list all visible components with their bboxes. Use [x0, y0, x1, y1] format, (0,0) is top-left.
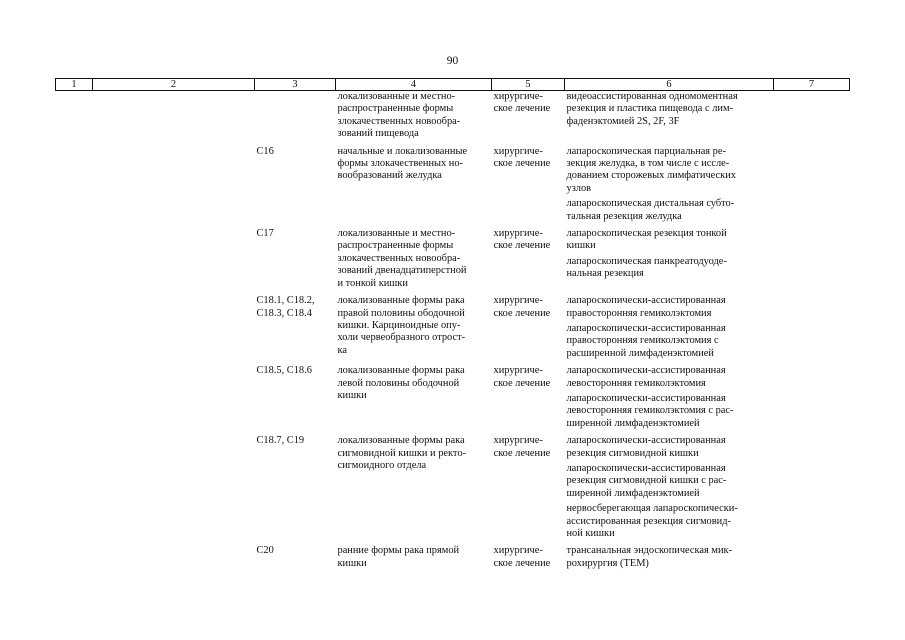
cell-model [336, 540, 492, 570]
method-line: нальная резекция [566, 268, 644, 280]
page-number: 90 [446, 55, 459, 67]
diagnosis-code: C17 [256, 228, 274, 240]
cell-code [255, 430, 336, 540]
model-line: кишки [337, 557, 367, 569]
cell-col7 [774, 360, 850, 430]
model-line: злокачественных новообра- [337, 115, 461, 127]
treatment-table [55, 78, 850, 570]
cell-col1 [56, 223, 93, 290]
cell-treatment [492, 141, 565, 223]
treatment-line: ское лечение [493, 240, 551, 252]
method-line: лапароскопически-ассистированная [566, 462, 726, 474]
model-line: злокачественных новообра- [337, 252, 461, 264]
cell-col2 [93, 540, 255, 570]
table-row [56, 223, 850, 290]
cell-col2 [93, 91, 255, 141]
cell-treatment [492, 540, 565, 570]
diagnosis-code: C18.1, C18.2, C18.3, C18.4 [256, 295, 315, 319]
cell-col2 [93, 290, 255, 360]
model-line: кишки [337, 389, 367, 401]
cell-method [565, 430, 774, 540]
model-line: кишки. Карциноидные опу- [337, 319, 461, 331]
model-line: начальные и локализованные [337, 145, 468, 157]
cell-col7 [774, 540, 850, 570]
cell-model [336, 360, 492, 430]
method-line: кишки [566, 240, 596, 252]
cell-code [255, 540, 336, 570]
model-line: локализованные формы рака [337, 365, 465, 377]
method-line: рохирургия (TEM) [566, 557, 649, 569]
cell-treatment [492, 360, 565, 430]
treatment-line: ское лечение [493, 447, 551, 459]
treatment-line: ское лечение [493, 307, 551, 319]
model-line: сигмовидной кишки и ректо- [337, 447, 466, 459]
cell-col2 [93, 360, 255, 430]
method-line: расширенной лимфаденэктомией [566, 347, 714, 359]
column-header: 7 [774, 79, 850, 91]
model-line: зований пищевода [337, 128, 419, 140]
diagnosis-code: C18.7, C19 [256, 435, 305, 447]
method-line: лапароскопически-ассистированная [566, 435, 726, 447]
model-line: сигмоидного отдела [337, 459, 427, 471]
diagnosis-code: C16 [256, 145, 274, 157]
treatment-line: ское лечение [493, 103, 551, 115]
cell-col2 [93, 141, 255, 223]
column-header: 5 [492, 79, 565, 91]
method-line: лапароскопически-ассистированная [566, 322, 726, 334]
method-line: левосторонняя гемиколэктомия [566, 377, 706, 389]
header-row [56, 79, 850, 91]
treatment-line: ское лечение [493, 158, 551, 170]
cell-code [255, 223, 336, 290]
method-line: дованием сторожевых лимфатических [566, 170, 736, 182]
cell-method [565, 360, 774, 430]
cell-treatment [492, 223, 565, 290]
model-line: правой половины ободочной [337, 307, 465, 319]
cell-method [565, 223, 774, 290]
model-line: зований двенадцатиперстной [337, 265, 467, 277]
table-row [56, 540, 850, 570]
method-line: ассистированная резекция сигмовид- [566, 515, 731, 527]
cell-method [565, 91, 774, 141]
model-line: холи червеобразного отрост- [337, 332, 466, 344]
cell-col7 [774, 91, 850, 141]
method-line: лапароскопическая резекция тонкой [566, 228, 727, 240]
column-header: 6 [565, 79, 774, 91]
treatment-line: ское лечение [493, 557, 551, 569]
cell-col1 [56, 430, 93, 540]
method-line: правосторонняя гемиколэктомия с [566, 335, 719, 347]
treatment-line: хирургиче- [493, 365, 543, 377]
cell-col1 [56, 540, 93, 570]
method-line: ширенной лимфаденэктомией [566, 417, 700, 429]
method-line: нервосберегающая лапароскопически- [566, 503, 738, 515]
cell-treatment [492, 290, 565, 360]
cell-model [336, 141, 492, 223]
model-line: формы злокачественных но- [337, 158, 464, 170]
diagnosis-code: C18.5, C18.6 [256, 365, 312, 377]
cell-method [565, 141, 774, 223]
treatment-line: ское лечение [493, 377, 551, 389]
table-row [56, 430, 850, 540]
method-line: лапароскопически-ассистированная [566, 365, 726, 377]
cell-treatment [492, 91, 565, 141]
cell-model [336, 223, 492, 290]
method-line: резекция и пластика пищевода с лим- [566, 103, 733, 115]
method-line: резекция сигмовидной кишки с рас- [566, 475, 727, 487]
cell-col7 [774, 290, 850, 360]
method-line: тальная резекция желудка [566, 210, 682, 222]
cell-model [336, 91, 492, 141]
table-row [56, 91, 850, 141]
treatment-line: хирургиче- [493, 228, 543, 240]
method-line: лапароскопически-ассистированная [566, 392, 726, 404]
diagnosis-code: C20 [256, 545, 274, 557]
method-line: видеоассистированная одномоментная [566, 91, 738, 102]
cell-col7 [774, 223, 850, 290]
column-header: 1 [56, 79, 93, 91]
method-line: резекция сигмовидной кишки [566, 447, 699, 459]
method-line: ной кишки [566, 528, 615, 539]
method-line: лапароскопическая дистальная субто- [566, 198, 735, 210]
cell-col1 [56, 290, 93, 360]
column-header: 2 [93, 79, 255, 91]
model-line: локализованные формы рака [337, 435, 465, 447]
method-line: правосторонняя гемиколэктомия [566, 307, 712, 319]
cell-code [255, 360, 336, 430]
cell-model [336, 430, 492, 540]
cell-method [565, 540, 774, 570]
column-header: 3 [255, 79, 336, 91]
model-line: и тонкой кишки [337, 277, 408, 289]
treatment-line: хирургиче- [493, 435, 543, 447]
cell-col1 [56, 360, 93, 430]
cell-col7 [774, 141, 850, 223]
method-line: зекция желудка, в том числе с иссле- [566, 158, 730, 170]
model-line: ка [337, 344, 348, 356]
treatment-line: хирургиче- [493, 295, 543, 307]
cell-col7 [774, 430, 850, 540]
model-line: распространенные формы [337, 103, 454, 115]
method-line: фаденэктомией 2S, 2F, 3F [566, 115, 680, 127]
model-line: локализованные и местно- [337, 228, 456, 240]
cell-col2 [93, 430, 255, 540]
method-line: узлов [566, 182, 592, 194]
model-line: распространенные формы [337, 240, 454, 252]
treatment-line: хирургиче- [493, 145, 543, 157]
cell-code [255, 91, 336, 141]
treatment-line: хирургиче- [493, 91, 543, 102]
model-line: вообразований желудка [337, 170, 442, 182]
method-line: лапароскопически-ассистированная [566, 295, 726, 307]
cell-col1 [56, 141, 93, 223]
column-header: 4 [336, 79, 492, 91]
cell-code [255, 141, 336, 223]
cell-method [565, 290, 774, 360]
cell-col1 [56, 91, 93, 141]
cell-col2 [93, 223, 255, 290]
cell-model [336, 290, 492, 360]
model-line: локализованные и местно- [337, 91, 456, 102]
cell-code [255, 290, 336, 360]
method-line: лапароскопическая парциальная ре- [566, 145, 726, 157]
method-line: ширенной лимфаденэктомией [566, 487, 700, 499]
table-row [56, 290, 850, 360]
model-line: локализованные формы рака [337, 295, 465, 307]
model-line: левой половины ободочной [337, 377, 460, 389]
table-row [56, 141, 850, 223]
method-line: лапароскопическая панкреатодуоде- [566, 255, 727, 267]
table-row [56, 360, 850, 430]
treatment-line: хирургиче- [493, 545, 543, 557]
method-line: трансанальная эндоскопическая мик- [566, 545, 733, 557]
model-line: ранние формы рака прямой [337, 545, 460, 557]
method-line: левосторонняя гемиколэктомия с рас- [566, 405, 734, 417]
cell-treatment [492, 430, 565, 540]
